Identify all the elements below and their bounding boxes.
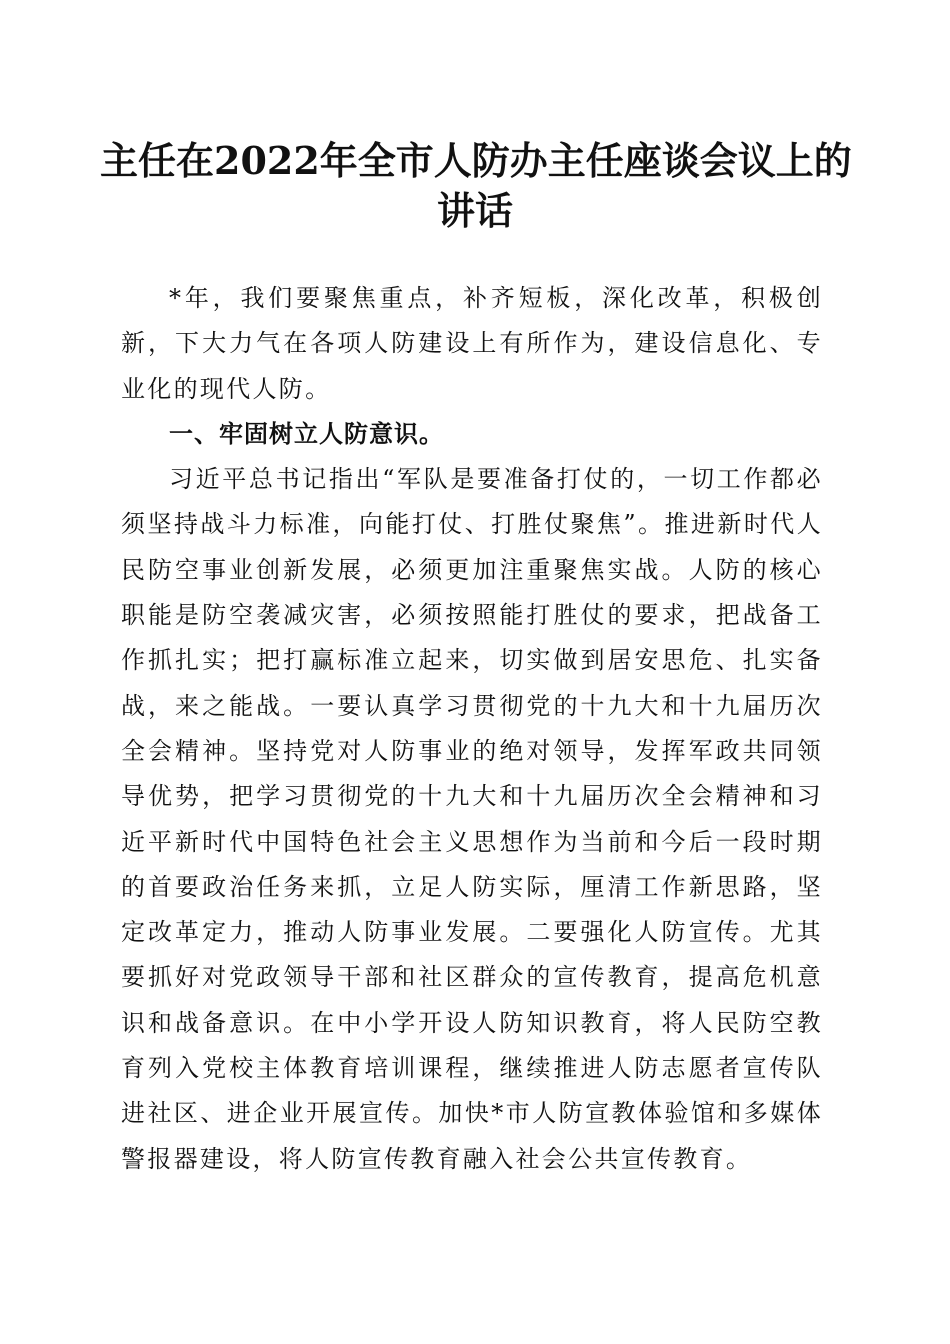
section-paragraph-1: 习近平总书记指出“军队是要准备打仗的，一切工作都必须坚持战斗力标准，向能打仗、打胜仗聚焦”。推进新时代人民防空事业创新发展，必须更加注重聚焦实战。人防的核心职能是防空袭减灾害，必须按照能打胜仗的要求，把战备工作抓扎实；把打赢标准立起来，切实做到居安思危、扎实备战，来之能战。一要认真学习贯彻党的十九大和十九届历次全会精神。坚持党对人防事业的绝对领导，发挥军政共同领导优势，把学习贯彻党的十九大和十九届历次全会精神和习近平新时代中国特色社会主义思想作为当前和今后一段时期的首要政治任务来抓，立足人防实际，厘清工作新思路，坚定改革定力，推动人防事业发展。二要强化人防宣传。尤其要抓好对党政领导干部和社区群众的宣传教育，提高危机意识和战备意识。在中小学开设人防知识教育，将人民防空教育列入党校主体教育培训课程，继续推进人防志愿者宣传队进社区、进企业开展宣传。加快*市人防宣教体验馆和多媒体警报器建设，将人防宣传教育融入社会公共宣传教育。 [121, 465, 823, 1173]
section-heading-1: 一、牢固树立人防意识。 [169, 419, 444, 448]
title-line-2: 讲话 [436, 188, 513, 233]
title-line-1: 主任在2022年全市人防办主任座谈会议上的 [100, 138, 852, 183]
document-body [121, 276, 823, 1182]
intro-paragraph: *年，我们要聚焦重点，补齐短板，深化改革，积极创新，下大力气在各项人防建设上有所作为，建设信息化、专业化的现代人防。 [121, 284, 823, 403]
document-title [100, 136, 850, 236]
